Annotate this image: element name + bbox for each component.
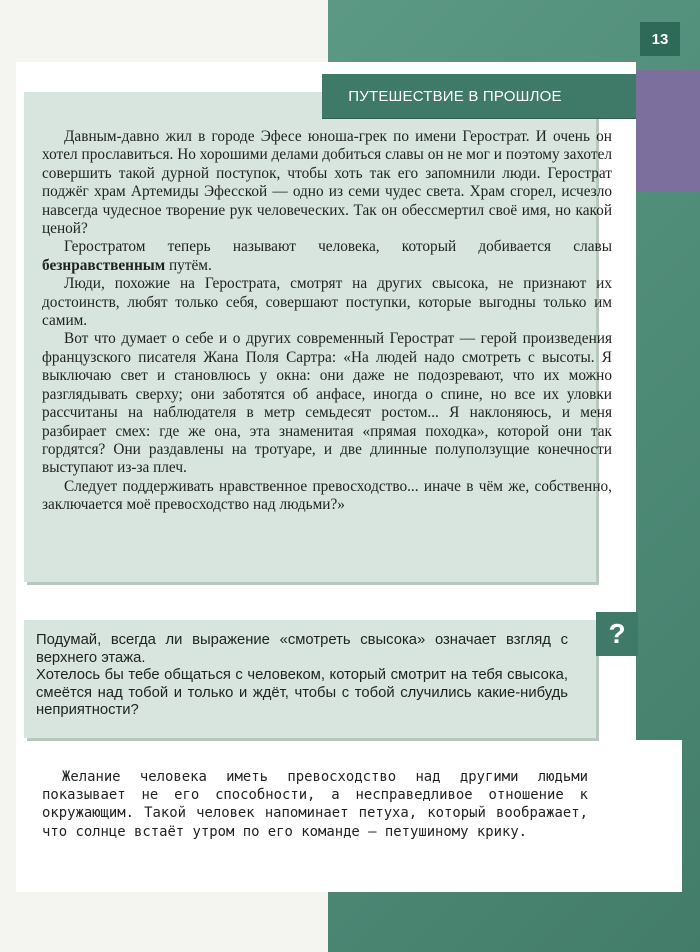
bold-term: безнравственным (42, 256, 166, 274)
conclusion-text (42, 768, 588, 841)
paragraph-people-like-herostratus: Люди, похожие на Герострата, смотрят на других свысока, не признают их достоинств, любят только себя, совершают поступки, которые выгодны только им самим. (42, 275, 612, 330)
main-text (42, 128, 612, 515)
question-line-2: Хотелось бы тебе общаться с человеком, который смотрит на тебя свысока, смеётся над тобой и только и ждёт, чтобы с тобой случились какие-нибудь неприятности? (36, 667, 568, 719)
paragraph-herostratus-story: Давным-давно жил в городе Эфесе юноша-грек по имени Герострат. И очень он хотел прославиться. Но хорошими делами добиться славы он не мог и поэтому захотел совершить такой дурной поступок, чтобы хоть так его запомнили люди. Герострат поджёг храм Артемиды Эфесской — одно из семи чудес света. Храм сгорел, исчезло навсегда чудесное творение рук человеческих. Так он обессмертил своё имя, но какой ценой? (42, 128, 612, 238)
definition-text-end: путём. (165, 256, 212, 274)
paragraph-sartre-quote: Вот что думает о себе и о других современный Герострат — герой произведения французского писателя Жана Поля Сартра: «На людей надо смотреть с высоты. Я выключаю свет и становлюсь у окна: они даже не подозревают, что их можно разглядывать сверху; они заботятся об анфасе, иногда о спине, но все их уловки рассчитаны на наблюдателя в метр семьдесят ростом... Я наклоняюсь, и меня разбирает смех: где же она, эта знаменитая «прямая походка», которой они так гордятся? Они раздавлены на тротуаре, и две длинные полуползущие конечности выступают из-за плеч. (42, 330, 612, 477)
question-line-1: Подумай, всегда ли выражение «смотреть свысока» означает взгляд с верхнего этажа. (36, 632, 568, 666)
paragraph-quote-ending: Следует поддерживать нравственное превосходство... иначе в чём же, собственно, заключается моё превосходство над людьми?» (42, 477, 612, 514)
definition-text-start: Геростратом теперь называют человека, который добивается славы (64, 238, 612, 256)
question-mark-icon: ? (596, 612, 638, 656)
paragraph-herostratus-definition (42, 238, 612, 275)
page-number: 13 (640, 22, 680, 56)
question-text (36, 632, 568, 720)
section-title: ПУТЕШЕСТВИЕ В ПРОШЛОЕ (348, 87, 562, 105)
conclusion-paragraph: Желание человека иметь превосходство над другими людьми показывает не его способности, а несправедливое отношение к окружающим. Такой человек напоминает петуха, который воображает, что солнце встаёт утром по его команде — петушиному крику. (42, 769, 588, 840)
